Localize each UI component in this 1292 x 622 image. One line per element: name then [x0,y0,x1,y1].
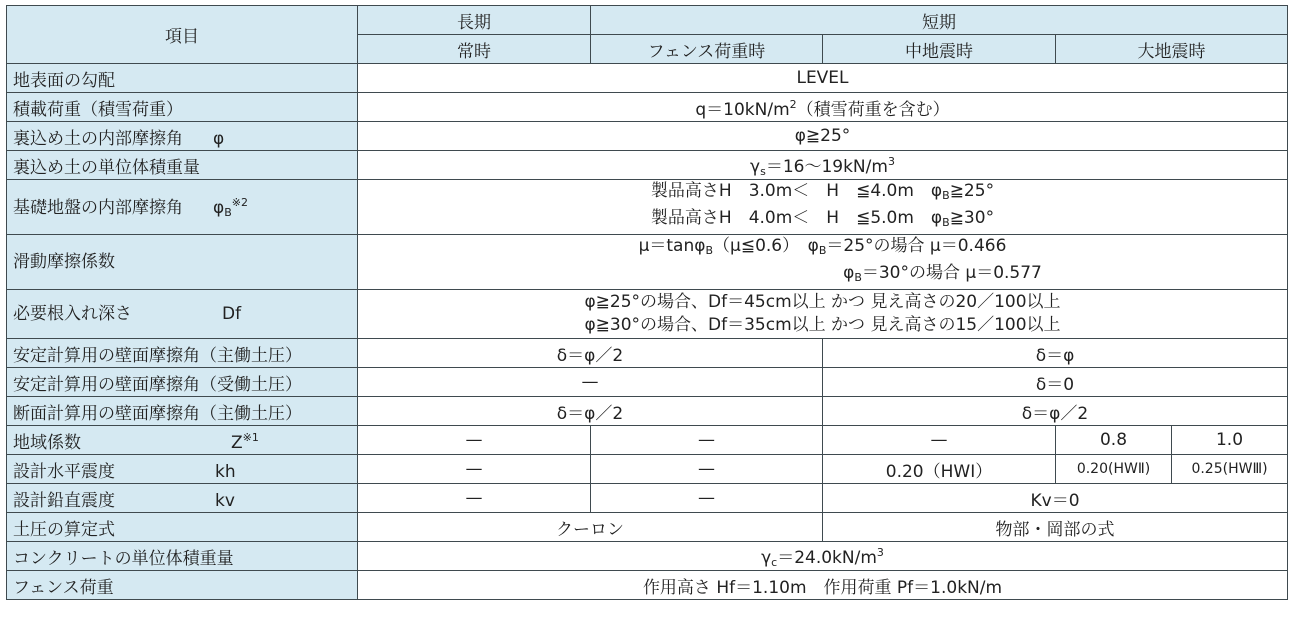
row-label: フェンス荷重 [7,571,358,600]
row-label: 設計鉛直震度 kv [7,484,358,513]
row-value: μ＝tanφ$_B$（μ≦0.6） $\varphi_B=25^\circ$の場合 μ＝0.466 $\varphi_B=30^\circ$の場合 μ＝0.577 [358,235,1288,290]
table-row [7,151,1288,180]
row-label: 設計水平震度 kh [7,455,358,484]
row-value-normal: — [358,484,591,513]
table-row [7,290,1288,339]
header-mid-quake: 中地震時 [823,35,1056,64]
table-row [7,484,1288,513]
header-long-term: 長期 [358,6,591,35]
row-value: $\gamma_c=24.0kN/m^3$ [358,542,1288,571]
row-label: 裏込め土の内部摩擦角 φ [7,122,358,151]
header-row-1 [7,6,1288,35]
table-row [7,235,1288,290]
row-value-normal: — [358,455,591,484]
row-value-large-b: 0.25(HWⅢ) [1172,455,1288,484]
row-label: 積載荷重（積雪荷重） [7,93,358,122]
row-value-large-a: 0.20(HWⅡ) [1056,455,1172,484]
row-value-short: δ＝φ／2 [823,397,1288,426]
row-value-long: δ＝φ／2 [358,339,823,368]
row-label: 裏込め土の単位体積重量 [7,151,358,180]
row-symbol: $Z^{※1}$ [231,430,259,453]
row-value: φ≧25° [358,122,1288,151]
row-value: $q=10kN/m^2$（積雪荷重を含む） [358,93,1288,122]
row-symbol: $\varphi_B^{※2}$ [213,195,248,219]
row-value: LEVEL [358,64,1288,93]
row-value-long: — [358,368,823,397]
row-value-long: クーロン [358,513,823,542]
row-value-short: 物部・岡部の式 [823,513,1288,542]
header-item: 項目 [7,6,358,64]
row-label: 必要根入れ深さ Df [7,290,358,339]
row-label: 土圧の算定式 [7,513,358,542]
header-short-term: 短期 [591,6,1288,35]
row-label: 基礎地盤の内部摩擦角 $\varphi_B^{※2}$ [7,180,358,235]
row-label: 断面計算用の壁面摩擦角（主働土圧） [7,397,358,426]
row-value-short: δ＝0 [823,368,1288,397]
row-value: 作用高さ Hf＝1.10m 作用荷重 Pf＝1.0kN/m [358,571,1288,600]
row-value-normal: — [358,426,591,455]
table-row [7,455,1288,484]
row-symbol: φ [213,128,225,149]
row-value-short: δ＝φ [823,339,1288,368]
table-row [7,180,1288,235]
row-value-short: Kv＝0 [823,484,1288,513]
table-row [7,542,1288,571]
header-fence-load: フェンス荷重時 [591,35,823,64]
table-row [7,513,1288,542]
table-row [7,368,1288,397]
row-value: $\gamma_s=16$〜$19kN/m^3$ [358,151,1288,180]
header-large-quake: 大地震時 [1056,35,1288,64]
row-value-fence: — [591,484,823,513]
table-row [7,397,1288,426]
row-label: 滑動摩擦係数 [7,235,358,290]
table-row [7,122,1288,151]
row-label: 安定計算用の壁面摩擦角（主働土圧） [7,339,358,368]
row-value-mid: 0.20（HWⅠ） [823,455,1056,484]
row-value-large-a: 0.8 [1056,426,1172,455]
row-symbol: kv [215,490,235,511]
row-value: 製品高さH 3.0m＜ H ≦4.0m $\varphi_B≧25^\circ$ 製品高さH 4.0m＜ H ≦5.0m $\varphi_B≧30^\circ$ [358,180,1288,235]
row-value-fence: — [591,426,823,455]
row-symbol: kh [215,461,236,482]
header-normal: 常時 [358,35,591,64]
row-label: 安定計算用の壁面摩擦角（受働土圧） [7,368,358,397]
table-row [7,571,1288,600]
table-row [7,93,1288,122]
row-value: φ≧25°の場合、Df＝45cm以上 かつ 見え高さの20／100以上 φ≧30°の場合、Df＝35cm以上 かつ 見え高さの15／100以上 [358,290,1288,339]
row-value-fence: — [591,455,823,484]
table-row [7,426,1288,455]
row-label: 地表面の勾配 [7,64,358,93]
table-row [7,339,1288,368]
row-label: 地域係数 $Z^{※1}$ [7,426,358,455]
design-conditions-table [6,5,1288,600]
row-value-large-b: 1.0 [1172,426,1288,455]
row-label: コンクリートの単位体積重量 [7,542,358,571]
table-row [7,64,1288,93]
row-value-long: δ＝φ／2 [358,397,823,426]
row-value-mid: — [823,426,1056,455]
row-symbol: Df [222,303,242,324]
